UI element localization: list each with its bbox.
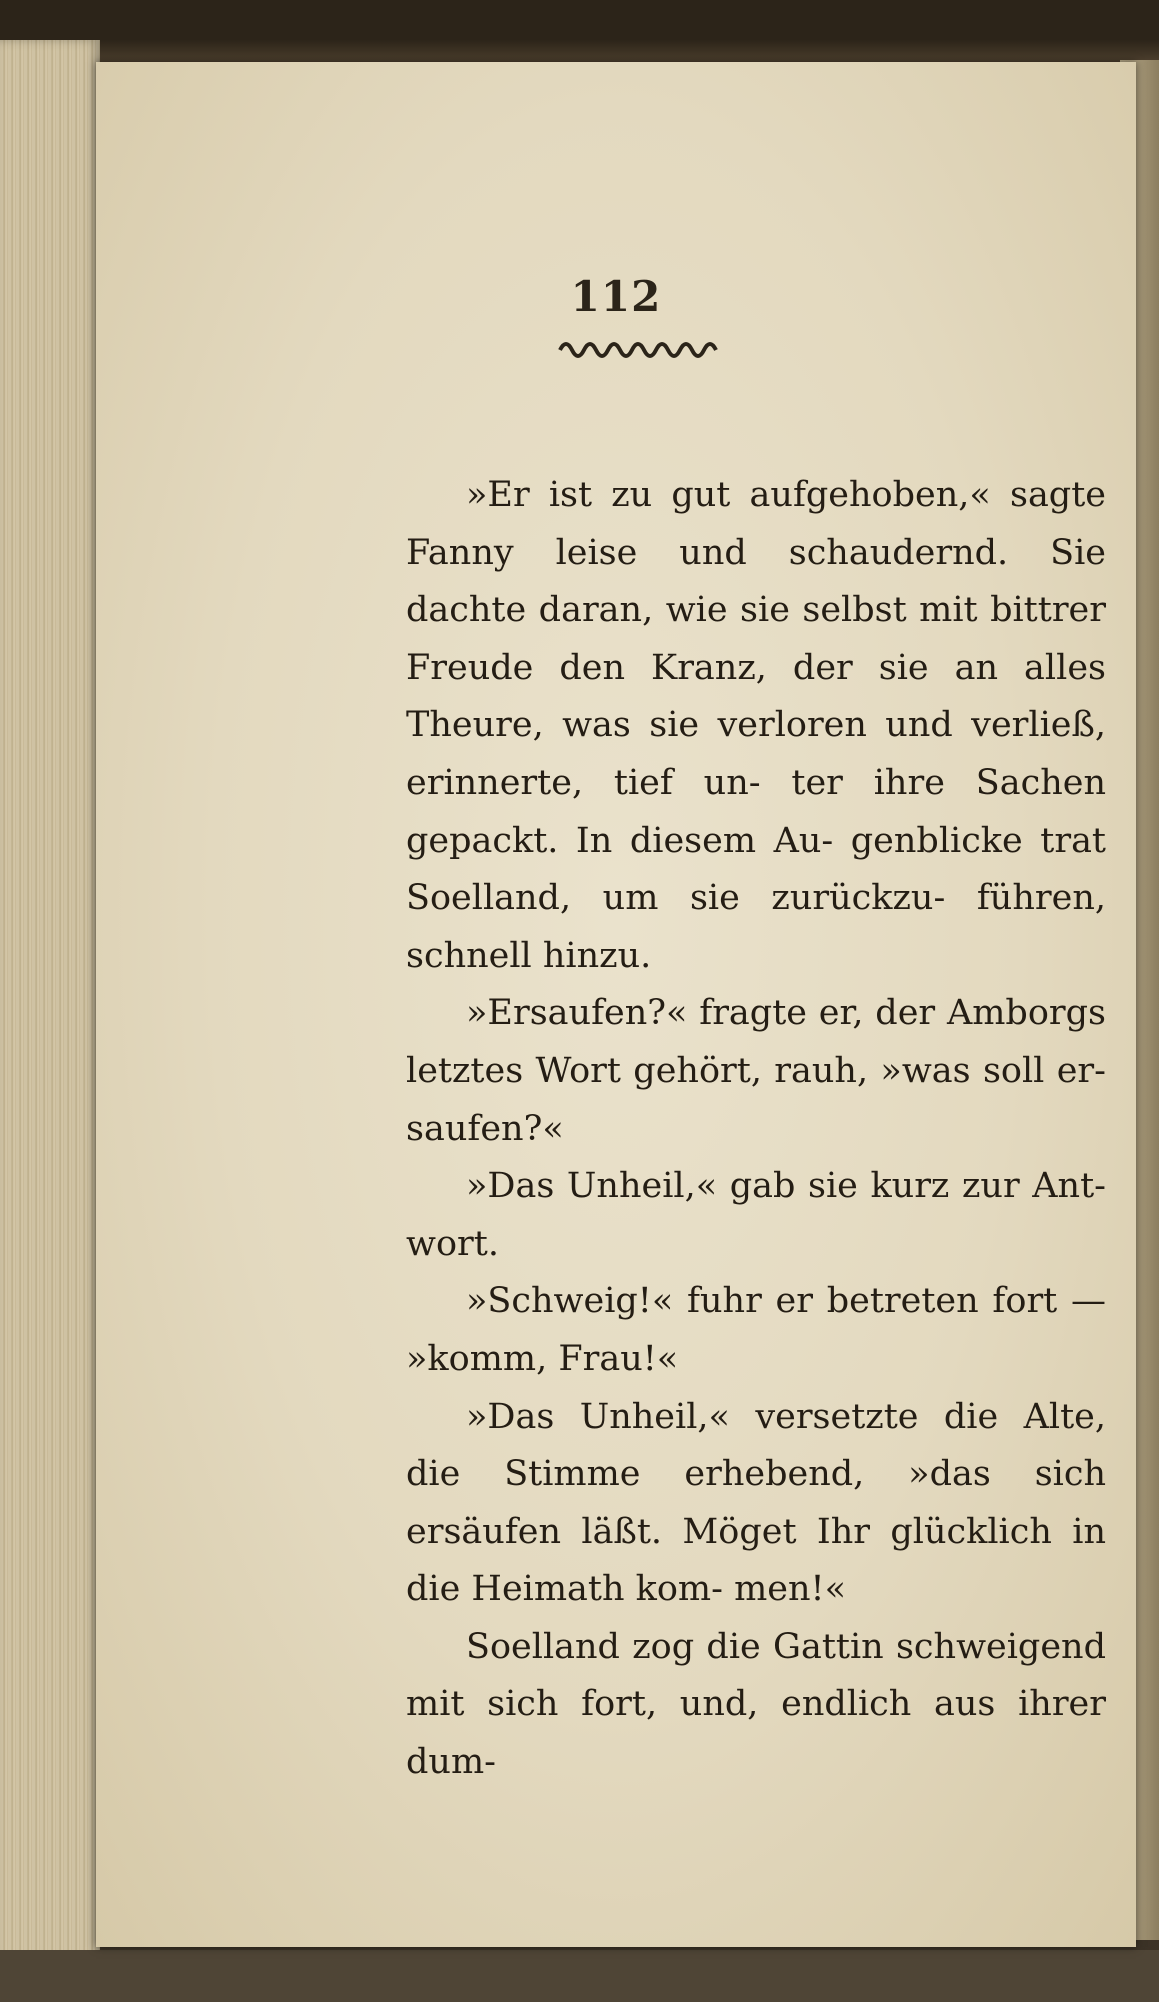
- wave-ornament-icon: [558, 334, 718, 358]
- paragraph: Soelland zog die Gattin schweigend mit sich fort, und, endlich aus ihrer dum-: [406, 1626, 1106, 1783]
- body-text: [406, 467, 1106, 1792]
- paragraph: »Er ist zu gut aufgehoben,« sagte Fanny leise und schaudernd. Sie dachte daran, wie sie selbst mit bittrer Freude den Kranz, der sie an alles Theure, was sie verloren und verließ, erinnerte, tief un- ter ihre Sachen gepackt. In diesem Au- genblicke trat Soelland, um sie zurückzu- führen, schnell hinzu.: [406, 475, 1106, 976]
- paragraph: »Schweig!« fuhr er betreten fort — »komm, Frau!«: [406, 1281, 1106, 1379]
- page-number: 112: [570, 272, 662, 321]
- paragraph: »Ersaufen?« fragte er, der Amborgs letztes Wort gehört, rauh, »was soll er- saufen?«: [406, 993, 1106, 1149]
- paragraph: »Das Unheil,« gab sie kurz zur Ant- wort.: [406, 1166, 1106, 1264]
- page-edges: [0, 40, 100, 1975]
- paragraph: »Das Unheil,« versetzte die Alte, die Stimme erhebend, »das sich ersäufen läßt. Möget Ihr glücklich in die Heimath kom- men!«: [406, 1396, 1106, 1610]
- book-page: [96, 62, 1136, 1947]
- scan-background: [0, 1950, 1159, 2002]
